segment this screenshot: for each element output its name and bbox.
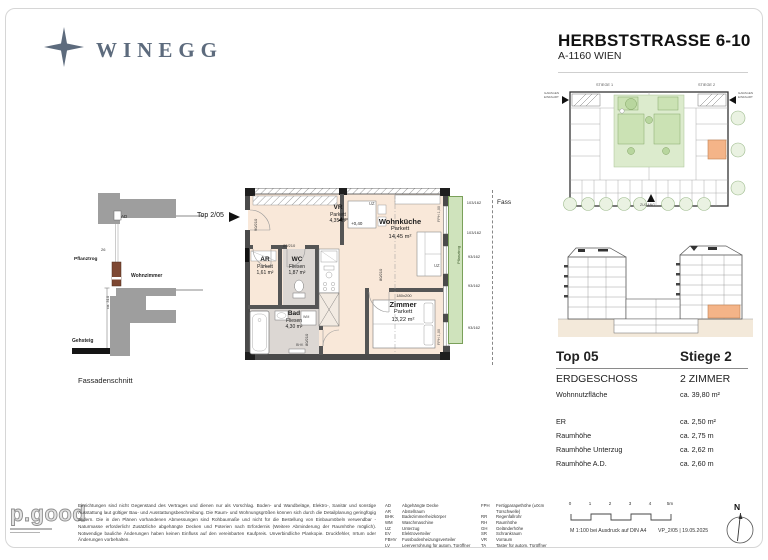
courtyard-tree-icon <box>626 99 637 110</box>
level-marker-label: +0,40 <box>351 221 363 226</box>
window-dim: 93/162 <box>467 254 481 259</box>
highlighted-unit-section <box>708 305 740 318</box>
fass-label: Fass <box>497 199 512 206</box>
window-dim: 103/162 <box>466 230 482 235</box>
north-arrow <box>723 510 759 553</box>
legend-col1: AD Abgehängte Decke AR Abstellraum BHK Badezimmerheizkörper WM Waschmaschine UZ Unterzug EV Elektroverteiler FBHV Fussbodenheizungsverteiler LV Leerverrohrung für autom. Türöffner <box>385 503 471 548</box>
scale-note: M 1:100 bei Ausdruck auf DIN A4 <box>570 528 647 534</box>
plan-version: VP_2/05 | 19.05.2025 <box>658 528 709 534</box>
north-arrow-icon <box>723 510 759 548</box>
door-dim: 80/210 <box>378 268 383 281</box>
scale-mark: 0 <box>568 501 572 506</box>
wm-label: WM <box>303 315 310 319</box>
uz-label: UZ <box>434 263 440 268</box>
info-row-label: ER <box>556 417 566 426</box>
garage-arrow-left-icon <box>562 96 569 104</box>
top-wall <box>245 188 450 194</box>
bhk-radiator <box>289 349 305 353</box>
info-block <box>556 349 750 474</box>
scale-mark: 5m <box>666 501 674 506</box>
zugang-label: ZUGANG <box>640 203 655 207</box>
room-label-ar: AR Parkett 1,61 m² <box>256 256 274 277</box>
info-row-value: ca. 39,80 m² <box>680 390 720 399</box>
sideboard <box>395 195 440 204</box>
scale-bar <box>570 509 672 527</box>
info-row-value: ca. 2,75 m <box>680 431 714 440</box>
room-label-wc: WC Fliesen 1,87 m² <box>288 256 306 277</box>
dim-310: ca. 310 <box>105 295 110 310</box>
door-dim: 80/210 <box>283 243 296 248</box>
dim-26: 26 <box>101 247 106 252</box>
info-row-label: Raumhöhe Unterzug <box>556 445 623 454</box>
sidewalk-label: Gehsteig <box>72 338 94 344</box>
disclaimer-text: Einrichtungen sind nicht Gegenstand des Vertrages und dienen nur als Vorschlag. Boden- und Wandbeläge, Elektro-, Sanitär und sonstige Ausstattung laut gültiger Bau- und Ausstattungsbeschreibung. Die Raum- und Wohnungsgrößen können sich durch die Detailplanung geringfügig ändern. Die in den Plänen vorhandenen Abmessungen sind Rohbaumaße und nicht für die Bestellung von Einbaumöbeln verwendbar - Naturmasse erforderlich! Zusätzliche abgehängte Decken und Poterien nach Erfordernis (Weitere Abminderung der Raumhöhe möglich). Notwendige bauliche Änderungen haben keinen Einfluss auf den vereinbarten Kaufpreis. Unverbindliche Plankopie. Druckfehler, Irrtum oder Änderungen vorbehalten. <box>78 503 376 543</box>
facade-caption: Fassadenschnitt <box>78 376 133 385</box>
planter-strip-label: Pflanztrog <box>456 246 461 265</box>
info-divider <box>556 368 748 369</box>
architect-logo-text: p.good <box>10 501 87 526</box>
info-row-label: Wohnnutzfläche <box>556 390 608 399</box>
sidewalk <box>72 348 110 354</box>
unit-number: Top 05 <box>556 349 599 364</box>
section-cut-line <box>492 190 493 365</box>
unit-entry-label: Top 2/05 <box>197 212 224 219</box>
north-label: N <box>734 502 741 512</box>
livingroom-label: Wohnzimmer <box>131 273 163 279</box>
room-label-bad: Bad Fliesen 4,30 m² <box>285 310 303 331</box>
brand-name: WINEGG <box>96 38 224 62</box>
header-divider <box>558 72 748 73</box>
info-row-value: ca. 2,60 m <box>680 459 714 468</box>
unit-entry-arrow-icon <box>229 212 240 222</box>
stiege-number: Stiege 2 <box>680 349 732 364</box>
stiege2-label: STIEGE 2 <box>698 83 716 87</box>
scale-mark: 2 <box>608 501 612 506</box>
chair <box>378 205 386 214</box>
logo-subtext-bar <box>10 528 52 530</box>
window-dim: 93/162 <box>467 283 481 288</box>
uz-label: UZ <box>369 201 375 206</box>
kitchen-counter <box>319 249 339 293</box>
info-row-label: Raumhöhe A.D. <box>556 459 607 468</box>
info-row-label: Raumhöhe <box>556 431 592 440</box>
window-dim: 93/162 <box>467 325 481 330</box>
room-label-zimmer: Zimmer Parkett 13,22 m² <box>389 300 417 323</box>
garage-arrow-right-icon <box>729 96 736 104</box>
building-section <box>558 243 753 343</box>
architect-logo <box>10 501 87 545</box>
bhk-label: BHK <box>296 343 304 347</box>
stiege1-label: STIEGE 1 <box>596 83 614 87</box>
room-label-vr: VR Parkett 4,35 m² <box>329 204 347 225</box>
ad-marker <box>114 211 121 220</box>
fph-label: FPH 1,00 <box>437 328 441 345</box>
legend-col2: FPH Fertigparapethöhe (±0cm Türschwelle) RR Regenfallrohr RH Raumhöhe GH Geländerhöhe SR Schrankraum VR Vorraum TA Taster für autom. Türöffner <box>481 503 547 548</box>
ad-label: AD <box>121 214 128 219</box>
info-row-value: ca. 2,50 m² <box>680 417 716 426</box>
logo-subtext-bar <box>10 532 40 533</box>
info-row-value: ca. 2,62 m <box>680 445 714 454</box>
room-label-wohnkueche: Wohnküche Parkett 14,45 m² <box>378 217 422 240</box>
floor-level: ERDGESCHOSS <box>556 373 638 385</box>
scale-mark: 4 <box>648 501 652 506</box>
shaft <box>319 293 339 326</box>
room-count: 2 ZIMMER <box>680 373 731 385</box>
facade-section-drawing <box>58 190 203 395</box>
building-section-drawing <box>558 243 753 343</box>
fph-label: FPH 1,00 <box>437 205 441 222</box>
site-plan <box>544 83 756 216</box>
scale-mark: 1 <box>588 501 592 506</box>
page-title: HERBSTSTRASSE 6-10 <box>558 31 751 50</box>
toilet-icon <box>295 280 304 292</box>
site-plan-drawing <box>556 84 756 216</box>
highlighted-unit <box>708 140 726 159</box>
garage-right-label: GARAGEN EINFAHRT <box>738 91 754 99</box>
page-subtitle: A-1160 WIEN <box>558 50 622 62</box>
door-dim: 80/210 <box>304 333 309 346</box>
door-dim: 90/210 <box>253 218 258 231</box>
planter-box <box>112 262 121 286</box>
winegg-star-icon <box>44 27 84 72</box>
scale-mark: 3 <box>628 501 632 506</box>
bathtub-icon <box>250 311 269 354</box>
brand-logo <box>44 27 264 69</box>
facade-section <box>58 190 203 395</box>
garage-left-label: GARAGEN EINFAHRT <box>544 91 560 99</box>
bed-size-label: 180x200 <box>396 293 412 298</box>
planter-label: Pflanztrog <box>74 257 98 262</box>
window-dim: 103/162 <box>466 200 482 205</box>
